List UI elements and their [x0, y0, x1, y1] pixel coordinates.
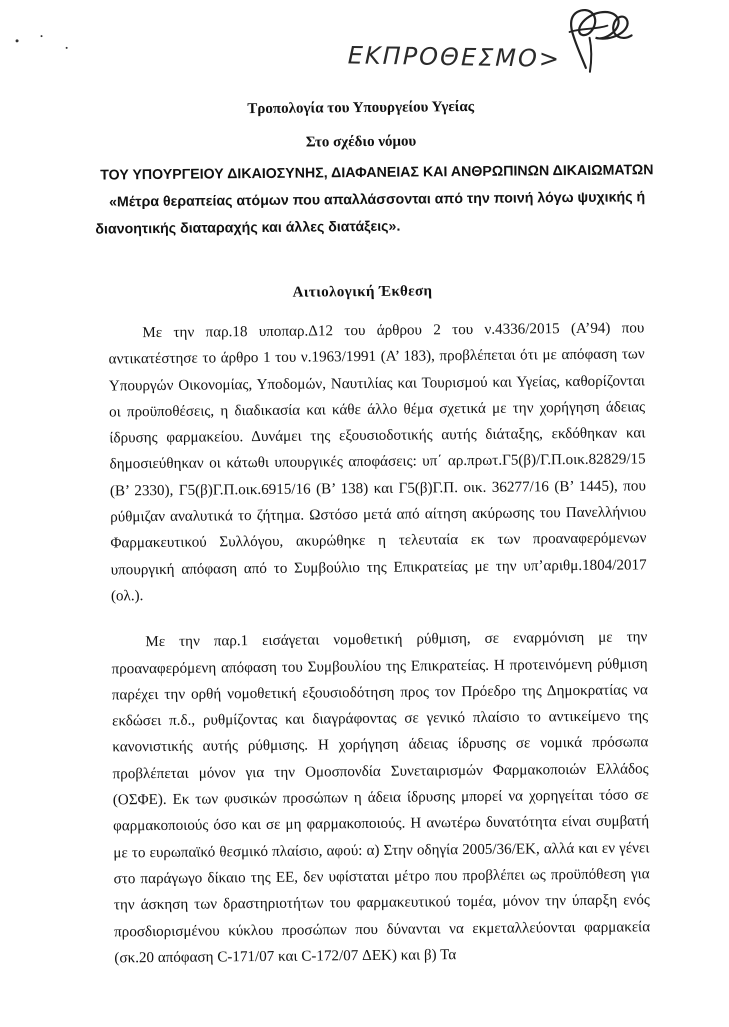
- scan-speck: [16, 39, 19, 42]
- scan-speck: [66, 47, 68, 49]
- scan-speck: [41, 35, 43, 37]
- ministry-line: ΤΟΥ ΥΠΟΥΡΓΕΙΟΥ ΔΙΚΑΙΟΣΥΝΗΣ, ΔΙΑΦΑΝΕΙΑΣ ΚΑΙ ΑΝΘΡΩΠΙΝΩΝ ΔΙΚΑΙΩΜΑΤΩΝ: [100, 162, 654, 184]
- bill-heading: [77, 157, 678, 244]
- paragraph: Με την παρ.1 εισάγεται νομοθετική ρύθμιση, σε εναρμόνιση με την προαναφερόμενη απόφαση του Συμβουλίου της Επικρατείας. Η προτεινόμενη ρύθμιση παρέχει την ορθή νομοθετική εξουσιοδότηση προς τον Πρόεδρο της Δημοκρατίας να εκδώσει π.δ., ρυθμίζοντας και διαγράφοντας σε γενικό πλαίσιο το αντικείμενο της κανονιστικής αυτής ρύθμισης. Η χορήγηση άδειας ίδρυσης σε νομικά πρόσωπα προβλέπεται μόνον για την Ομοσπονδία Συνεταιρισμών Φαρμακοποιών Ελλάδος (ΟΣΦΕ). Εκ των φυσικών προσώπων η άδεια ίδρυσης μπορεί να χορηγείται τόσο σε φαρμακοποιούς όσο και σε μη φαρμακοποιούς. Η ανωτέρω δυνατότητα είναι συμβατή με το ευρωπαϊκό θεσμικό πλαίσιο, αφού: α) Στην οδηγία 2005/36/ΕΚ, αλλά και εν γένει στο παράγωγο δίκαιο της ΕΕ, δεν υφίσταται μέτρο που προβλέπει ως προϋπόθεση για την άσκηση των δραστηριοτήτων του φαρμακευτικού τομέα, μόνον την ύπαρξη ενός προσδιορισμένου κύκλου προσώπων που δύνανται να εκμεταλλεύονται φαρμακεία (σκ.20 απόφαση C-171/07 και C-172/07 ΔΕΚ) και β) Τα: [111, 629, 651, 967]
- paragraph: Με την παρ.18 υποπαρ.Δ12 του άρθρου 2 του ν.4336/2015 (Α’94) που αντικατέστησε το άρθρο 1 του ν.1963/1991 (Α’ 183), προβλέπεται ότι με απόφαση των Υπουργών Οικονομίας, Υποδομών, Ναυτιλίας και Τουρισμού και Υγείας, καθορίζονται οι προϋποθέσεις, η διαδικασία και κάθε άλλο θέμα σχετικά με την χορήγηση άδειας ίδρυσης φαρμακείου. Δυνάμει της εξουσιοδοτικής αυτής διάταξης, εκδόθηκαν και δημοσιεύθηκαν οι κάτωθι υπουργικές αποφάσεις: υπ΄ αρ.πρωτ.Γ5(β)/Γ.Π.οικ.82829/15 (Β’ 2330), Γ5(β)Γ.Π.οικ.6915/16 (Β’ 138) και Γ5(β)Γ.Π. οικ. 36277/16 (Β’ 1445), που ρύθμιζαν αναλυτικά το ζήτημα. Ωστόσο μετά από αίτηση ακύρωσης του Πανελλήνιου Φαρμακευτικού Συλλόγου, ακυρώθηκε η τελευταία εκ των προαναφερόμενων υπουργική απόφαση από το Συμβούλιο της Επικρατείας με την υπ’αριθμ.1804/2017 (ολ.).: [108, 320, 647, 605]
- section-title: Αιτιολογική Έκθεση: [292, 283, 433, 301]
- bill-intro: Στο σχέδιο νόμου: [305, 133, 417, 151]
- bill-title-line-1: «Μέτρα θεραπείας ατόμων που απαλλάσσονται από την ποινή λόγω ψυχικής ή: [109, 189, 646, 211]
- body-text: [108, 315, 650, 991]
- late-submission-stamp: ΕΚΠΡΟΘΕΣΜΟ>: [347, 41, 562, 73]
- bill-title-line-2: διανοητικής διαταραχής και άλλες διατάξεις».: [95, 218, 401, 238]
- handwritten-signature: [555, 1, 636, 74]
- amendment-title: Τροπολογία του Υπουργείου Υγείας: [247, 98, 475, 118]
